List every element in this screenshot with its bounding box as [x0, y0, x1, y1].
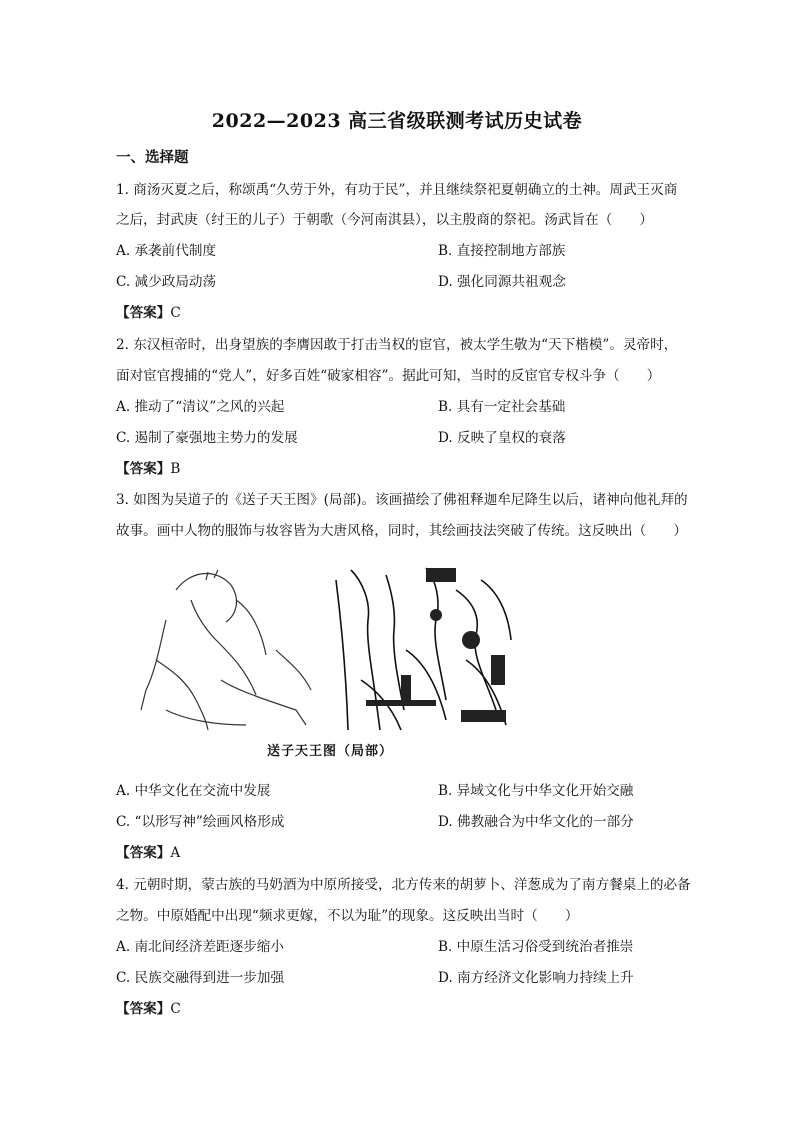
question-3-option-b: B. 异域文化与中华文化开始交融: [438, 783, 634, 799]
question-4-answer: [116, 997, 181, 1017]
answer-value: C: [170, 1001, 181, 1017]
question-2-stem-line-1: 2. 东汉桓帝时，出身望族的李膺因敢于打击当权的宦官，被太学生敬为“天下楷模”。灵帝时，: [116, 337, 678, 353]
question-1-option-d: D. 强化同源共祖观念: [438, 274, 566, 290]
answer-value: C: [170, 305, 181, 321]
question-3-option-a: A. 中华文化在交流中发展: [116, 783, 271, 799]
section-heading: 一、选择题: [116, 149, 189, 166]
question-2-option-b: B. 具有一定社会基础: [438, 399, 566, 415]
question-3-option-d: D. 佛教融合为中华文化的一部分: [438, 814, 634, 830]
answer-label: 【答案】: [116, 845, 171, 861]
painting-figure: [136, 560, 518, 760]
question-1-option-a: A. 承袭前代制度: [116, 243, 217, 259]
question-2-option-a: A. 推动了“清议”之风的兴起: [116, 399, 285, 415]
question-4-stem-line-2: 之物。中原婚配中出现“频求更嫁，不以为耻”的现象。这反映出当时（ ）: [116, 908, 579, 924]
question-3-stem-line-2: 故事。画中人物的服饰与妆容皆为大唐风格，同时，其绘画技法突破了传统。这反映出（ ）: [116, 523, 687, 539]
question-2-option-c: C. 遏制了豪强地主势力的发展: [116, 430, 298, 446]
answer-label: 【答案】: [116, 1001, 171, 1017]
question-3-option-c: C. “以形写神”绘画风格形成: [116, 814, 285, 830]
figure-caption: 送子天王图（局部）: [267, 744, 394, 759]
answer-label: 【答案】: [116, 305, 171, 321]
question-3-stem-line-1: 3. 如图为吴道子的《送子天王图》(局部)。该画描绘了佛祖释迦牟尼降生以后，诸神向他礼拜的: [116, 492, 688, 508]
question-1-stem-line-2: 之后，封武庚（纣王的儿子）于朝歌（今河南淇县），以主殷商的祭祀。汤武旨在（ ）: [116, 212, 653, 228]
answer-label: 【答案】: [116, 461, 171, 477]
question-3-answer: [116, 841, 180, 861]
answer-value: B: [170, 461, 181, 477]
question-1-option-b: B. 直接控制地方部族: [438, 243, 566, 259]
answer-value: A: [170, 845, 181, 861]
painting-illustration: [136, 560, 518, 740]
question-2-answer: [116, 457, 180, 477]
question-4-option-a: A. 南北间经济差距逐步缩小: [116, 939, 284, 955]
question-2-option-d: D. 反映了皇权的衰落: [438, 430, 566, 446]
question-1-stem-line-1: 1. 商汤灭夏之后，称颂禹“久劳于外，有功于民”，并且继续祭祀夏朝确立的土神。周武王灭商: [116, 182, 678, 198]
question-4-option-d: D. 南方经济文化影响力持续上升: [438, 970, 634, 986]
question-1-answer: [116, 301, 181, 321]
question-4-stem-line-1: 4. 元朝时期，蒙古族的马奶酒为中原所接受，北方传来的胡萝卜、洋葱成为了南方餐桌上的必备: [116, 877, 691, 893]
question-1-option-c: C. 减少政局动荡: [116, 274, 217, 290]
page-title: 2022—2023 高三省级联测考试历史试卷: [211, 110, 583, 132]
question-4-option-b: B. 中原生活习俗受到统治者推崇: [438, 939, 634, 955]
question-4-option-c: C. 民族交融得到进一步加强: [116, 970, 285, 986]
question-2-stem-line-2: 面对宦官搜捕的“党人”，好多百姓“破家相容”。据此可知，当时的反宦官专权斗争（ ）: [116, 368, 661, 384]
